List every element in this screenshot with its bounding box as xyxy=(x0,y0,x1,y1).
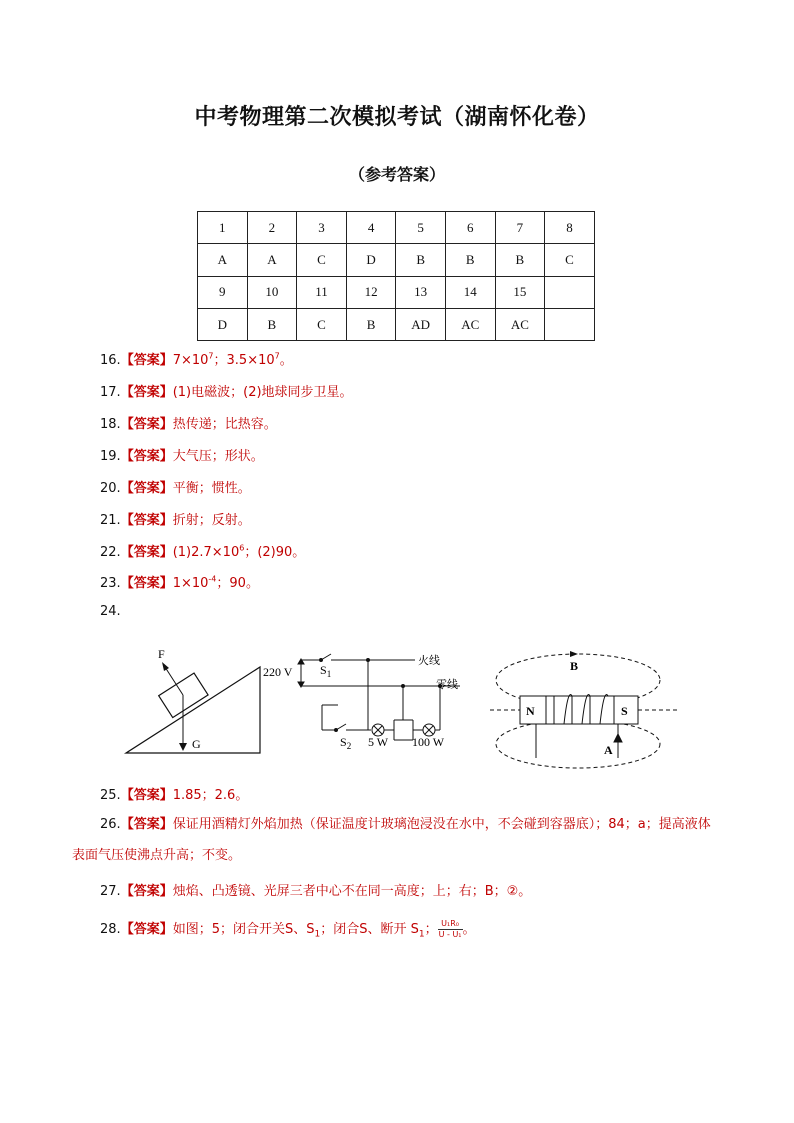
north-pole-label: N xyxy=(526,704,535,718)
answer-line-24: 24. xyxy=(100,604,121,619)
answer-table-cell: 11 xyxy=(297,276,347,308)
incline-diagram xyxy=(126,647,260,753)
answer-line-17: 17.【答案】(1)电磁波；(2)地球同步卫星。 xyxy=(100,385,353,400)
answer-line-19: 19.【答案】大气压；形状。 xyxy=(100,449,264,464)
answer-table-cell: 13 xyxy=(396,276,446,308)
answer-table-cell: 1 xyxy=(198,212,248,244)
answer-line-25: 25.【答案】1.85；2.6。 xyxy=(100,788,249,803)
answer-line-27: 27.【答案】烛焰、凸透镜、光屏三者中心不在同一高度；上；右；B；②。 xyxy=(100,884,532,899)
field-arrow xyxy=(570,651,578,657)
answer-table-row xyxy=(198,308,595,340)
formula-fraction: $\frac{\text{U₁R₀}}{\text{U - U₁}}$ xyxy=(438,919,462,939)
answer-table-cell: A xyxy=(247,244,297,276)
point-b-label: B xyxy=(570,659,579,673)
answer-table-cell: 7 xyxy=(495,212,545,244)
answer-table-cell: 10 xyxy=(247,276,297,308)
voltage-label: 220 V xyxy=(263,665,293,679)
answer-table-cell: 14 xyxy=(445,276,495,308)
s1-label: $S_1$ xyxy=(320,663,332,679)
answer-table-cell: D xyxy=(346,244,396,276)
answer-table-row xyxy=(198,276,595,308)
answer-table-cell: B xyxy=(396,244,446,276)
gravity-label: G xyxy=(192,737,201,751)
s2-label: $S_2$ xyxy=(340,735,352,751)
answer-table-row xyxy=(198,212,595,244)
answer-table-cell: 12 xyxy=(346,276,396,308)
answer-table-cell: B xyxy=(346,308,396,340)
answer-line-22: 22.【答案】$(1)2.7\times 10^6$；(2)90。 xyxy=(100,543,306,560)
point-a-label: A xyxy=(604,743,613,757)
page-subtitle: （参考答案） xyxy=(348,165,445,184)
answer-table-row xyxy=(198,244,595,276)
answer-table-cell: A xyxy=(198,244,248,276)
answer-table-cell: AD xyxy=(396,308,446,340)
answer-table-cell: 8 xyxy=(545,212,595,244)
lamp2-label: 100 W xyxy=(412,735,445,749)
answer-table-cell xyxy=(545,308,595,340)
answer-table-cell: 9 xyxy=(198,276,248,308)
neutral-wire-label: 零线 xyxy=(436,678,458,691)
answer-table-cell: 4 xyxy=(346,212,396,244)
answer-line-28: 28.【答案】如图；5；闭合开关S、$S_1$；闭合S、断开 $S_1$； $\frac{\text{U₁R₀}}{\text{U - U₁}}$ 。 xyxy=(100,919,476,940)
answer-line-26: 26.【答案】保证用酒精灯外焰加热（保证温度计玻璃泡浸没在水中，不会碰到容器底）；84；a；提高液体表面气压使沸点升高；不变。 xyxy=(72,817,711,863)
lamp1-label: 5 W xyxy=(368,735,389,749)
answer-table-cell: C xyxy=(297,308,347,340)
answer-line-16: 16.【答案】$7\times 10^7$；$3.5\times 10^7$。 xyxy=(100,351,293,368)
field-line-bottom xyxy=(496,720,660,768)
answer-table-cell: 5 xyxy=(396,212,446,244)
answer-table-cell: B xyxy=(247,308,297,340)
answer-table-cell: AC xyxy=(445,308,495,340)
answer-table-cell: 2 xyxy=(247,212,297,244)
answer-line-23: 23.【答案】$1\times 10^{-4}$；90。 xyxy=(100,574,259,591)
magnet-diagram xyxy=(490,654,678,768)
answer-table-cell: B xyxy=(445,244,495,276)
force-label: F xyxy=(158,647,165,661)
answer-table-cell xyxy=(545,276,595,308)
answer-table-cell: C xyxy=(545,244,595,276)
south-pole-label: S xyxy=(621,704,628,718)
answer-table-cell: AC xyxy=(495,308,545,340)
page-title: 中考物理第二次模拟考试（湖南怀化卷） xyxy=(194,105,600,130)
answer-table-cell: B xyxy=(495,244,545,276)
answer-table-cell: D xyxy=(198,308,248,340)
live-wire-label: 火线 xyxy=(418,654,440,667)
answer-table-cell: 6 xyxy=(445,212,495,244)
answer-line-20: 20.【答案】平衡；惯性。 xyxy=(100,481,251,496)
answer-line-18: 18.【答案】热传递；比热容。 xyxy=(100,417,277,432)
answer-table xyxy=(197,211,595,341)
q24-diagrams xyxy=(118,640,698,780)
answer-table-cell: 15 xyxy=(495,276,545,308)
answer-line-21: 21.【答案】折射；反射。 xyxy=(100,513,251,528)
answer-tag: 【答案】 xyxy=(120,353,173,368)
answer-table-cell: 3 xyxy=(297,212,347,244)
answer-table-cell: C xyxy=(297,244,347,276)
